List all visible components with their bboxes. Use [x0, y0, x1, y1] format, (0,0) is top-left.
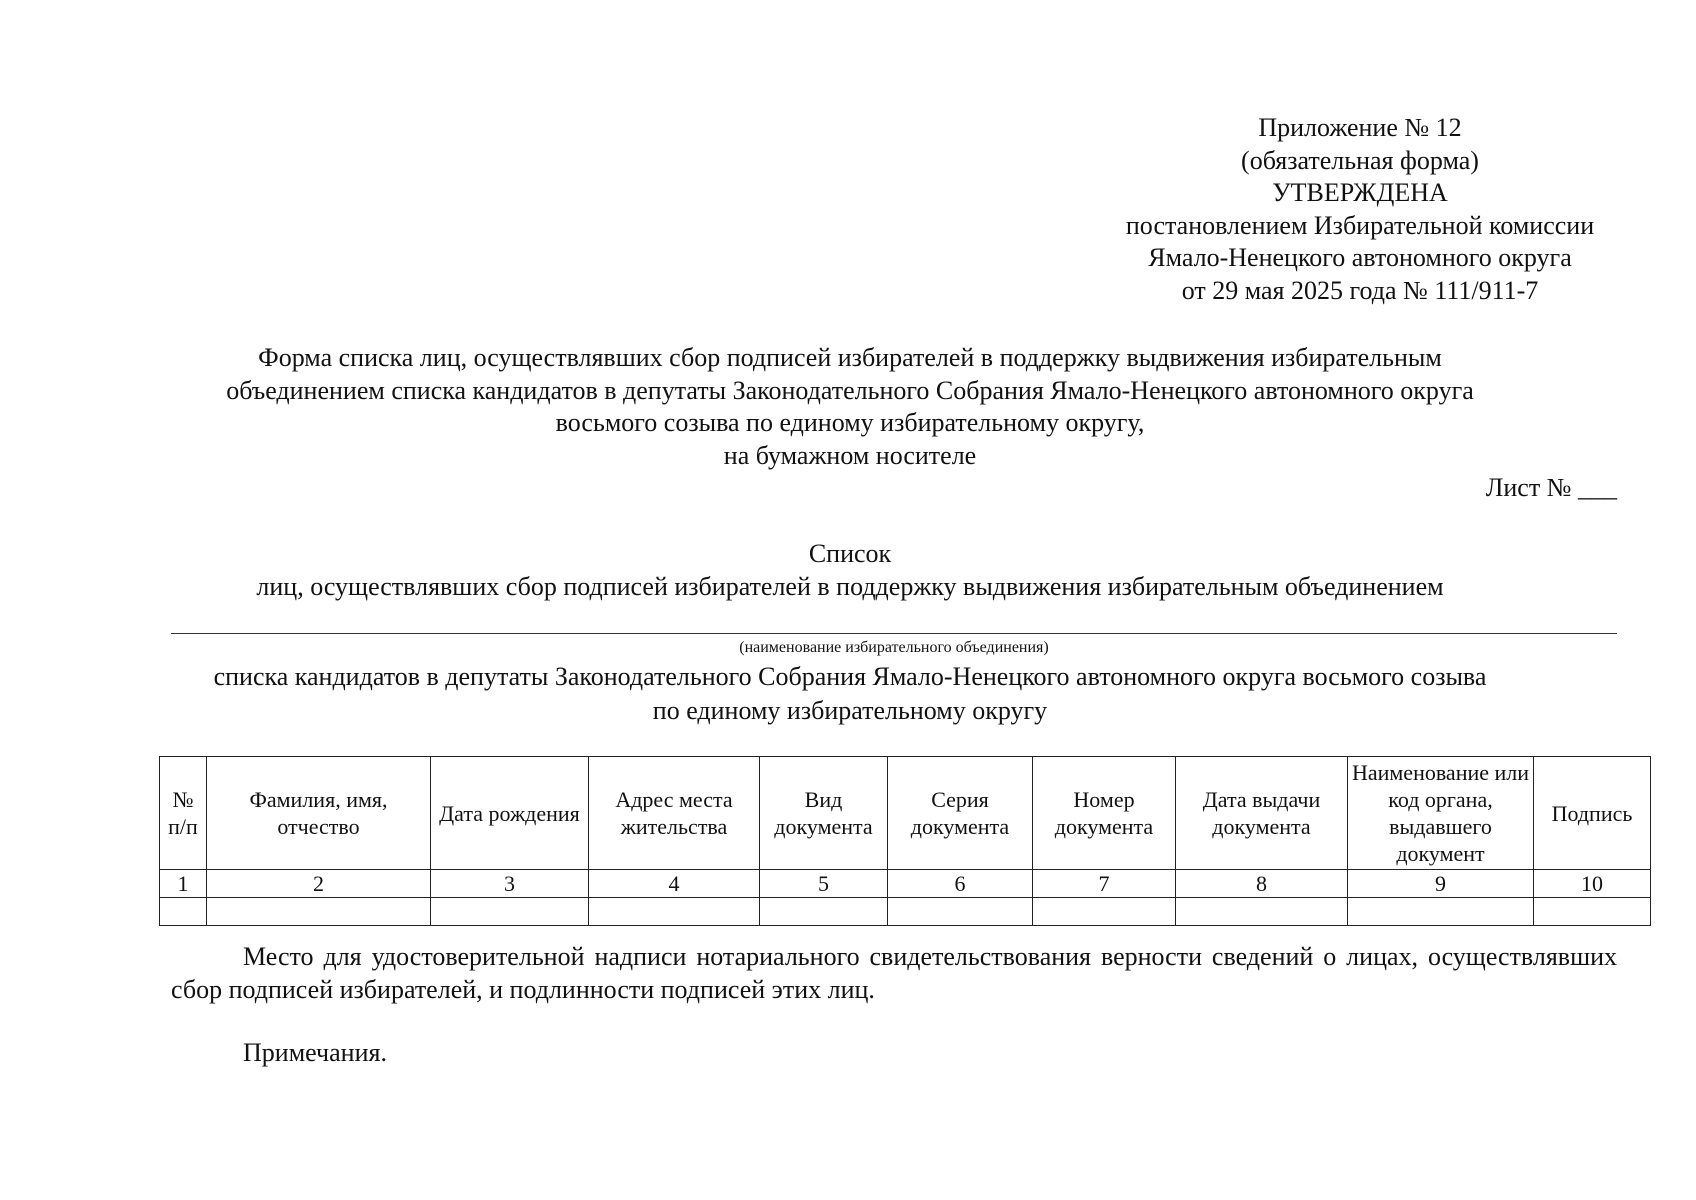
- table-numbering-row: [160, 870, 1651, 898]
- region-line: Ямало-Ненецкого автономного округа: [1148, 243, 1572, 272]
- table-cell[interactable]: [1176, 898, 1348, 926]
- column-number-cell: 9: [1348, 870, 1534, 898]
- header-cell-birth-date: Дата рождения: [431, 757, 589, 870]
- header-cell-issue-date: Дата выдачи документа: [1176, 757, 1348, 870]
- column-number-cell: 10: [1534, 870, 1651, 898]
- approval-block: [1080, 112, 1640, 307]
- notary-note-text: Место для удостоверительной надписи нотариального свидетельствования верности сведений о лицах, осуществлявших сбор подписей избирателей, и подлинности подписей этих лиц.: [171, 942, 1617, 1004]
- column-number-cell: 4: [589, 870, 760, 898]
- column-number-cell: 5: [760, 870, 888, 898]
- collectors-table: [159, 756, 1651, 926]
- resolution-date: от 29 мая 2025 года № 111/911-7: [1181, 275, 1539, 305]
- list-tail-line-1: списка кандидатов в депутаты Законодательного Собрания Ямало-Ненецкого автономного округа восьмого созыва: [213, 662, 1487, 691]
- table-row: [160, 898, 1651, 926]
- header-cell-number: № п/п: [160, 757, 207, 870]
- remarks-label: Примечания.: [243, 1038, 387, 1067]
- form-title-line-3: восьмого созыва по единому избирательному округу,: [555, 408, 1145, 437]
- form-title-line-1: Форма списка лиц, осуществлявших сбор подписей избирателей в поддержку выдвижения избирательным: [258, 343, 1442, 372]
- column-number-cell: 2: [207, 870, 431, 898]
- appendix-number: Приложение № 12: [1258, 113, 1462, 142]
- list-subtitle: лиц, осуществлявших сбор подписей избирателей в поддержку выдвижения избирательным объединением: [256, 572, 1444, 601]
- header-cell-document-series: Серия документа: [888, 757, 1033, 870]
- list-title: Список: [808, 539, 892, 568]
- association-name-caption: (наименование избирательного объединения): [739, 639, 1049, 656]
- table-cell[interactable]: [431, 898, 589, 926]
- column-number-cell: 3: [431, 870, 589, 898]
- form-title: [150, 342, 1550, 472]
- table-cell[interactable]: [1348, 898, 1534, 926]
- form-title-line-2: объединением списка кандидатов в депутаты Законодательного Собрания Ямало-Ненецкого автономного округа: [226, 375, 1474, 405]
- table-cell[interactable]: [207, 898, 431, 926]
- sheet-number: Лист № ___: [1485, 473, 1617, 502]
- table-cell[interactable]: [760, 898, 888, 926]
- list-heading: [150, 537, 1550, 603]
- table-cell[interactable]: [589, 898, 760, 926]
- list-heading-tail: [150, 660, 1550, 728]
- header-cell-signature: Подпись: [1534, 757, 1651, 870]
- column-number-cell: 7: [1033, 870, 1176, 898]
- column-number-cell: 8: [1176, 870, 1348, 898]
- mandatory-form-note: (обязательная форма): [1241, 145, 1479, 175]
- table-cell[interactable]: [1033, 898, 1176, 926]
- form-title-line-4: на бумажном носителе: [723, 440, 977, 470]
- table-cell[interactable]: [888, 898, 1033, 926]
- notary-note: [171, 940, 1617, 1006]
- resolution-line: постановлением Избирательной комиссии: [1125, 210, 1595, 240]
- column-number-cell: 6: [888, 870, 1033, 898]
- list-tail-line-2: по единому избирательному округу: [652, 696, 1048, 725]
- association-name-line: [171, 633, 1617, 634]
- header-cell-issuing-authority: Наименование или код органа, выдавшего документ: [1348, 757, 1534, 870]
- table-cell[interactable]: [1534, 898, 1651, 926]
- header-cell-document-number: Номер документа: [1033, 757, 1176, 870]
- table-header-row: [160, 757, 1651, 870]
- header-cell-address: Адрес места жительства: [589, 757, 760, 870]
- approved-label: УТВЕРЖДЕНА: [1272, 178, 1448, 207]
- column-number-cell: 1: [160, 870, 207, 898]
- header-cell-document-type: Вид документа: [760, 757, 888, 870]
- header-cell-full-name: Фамилия, имя, отчество: [207, 757, 431, 870]
- table-cell[interactable]: [160, 898, 207, 926]
